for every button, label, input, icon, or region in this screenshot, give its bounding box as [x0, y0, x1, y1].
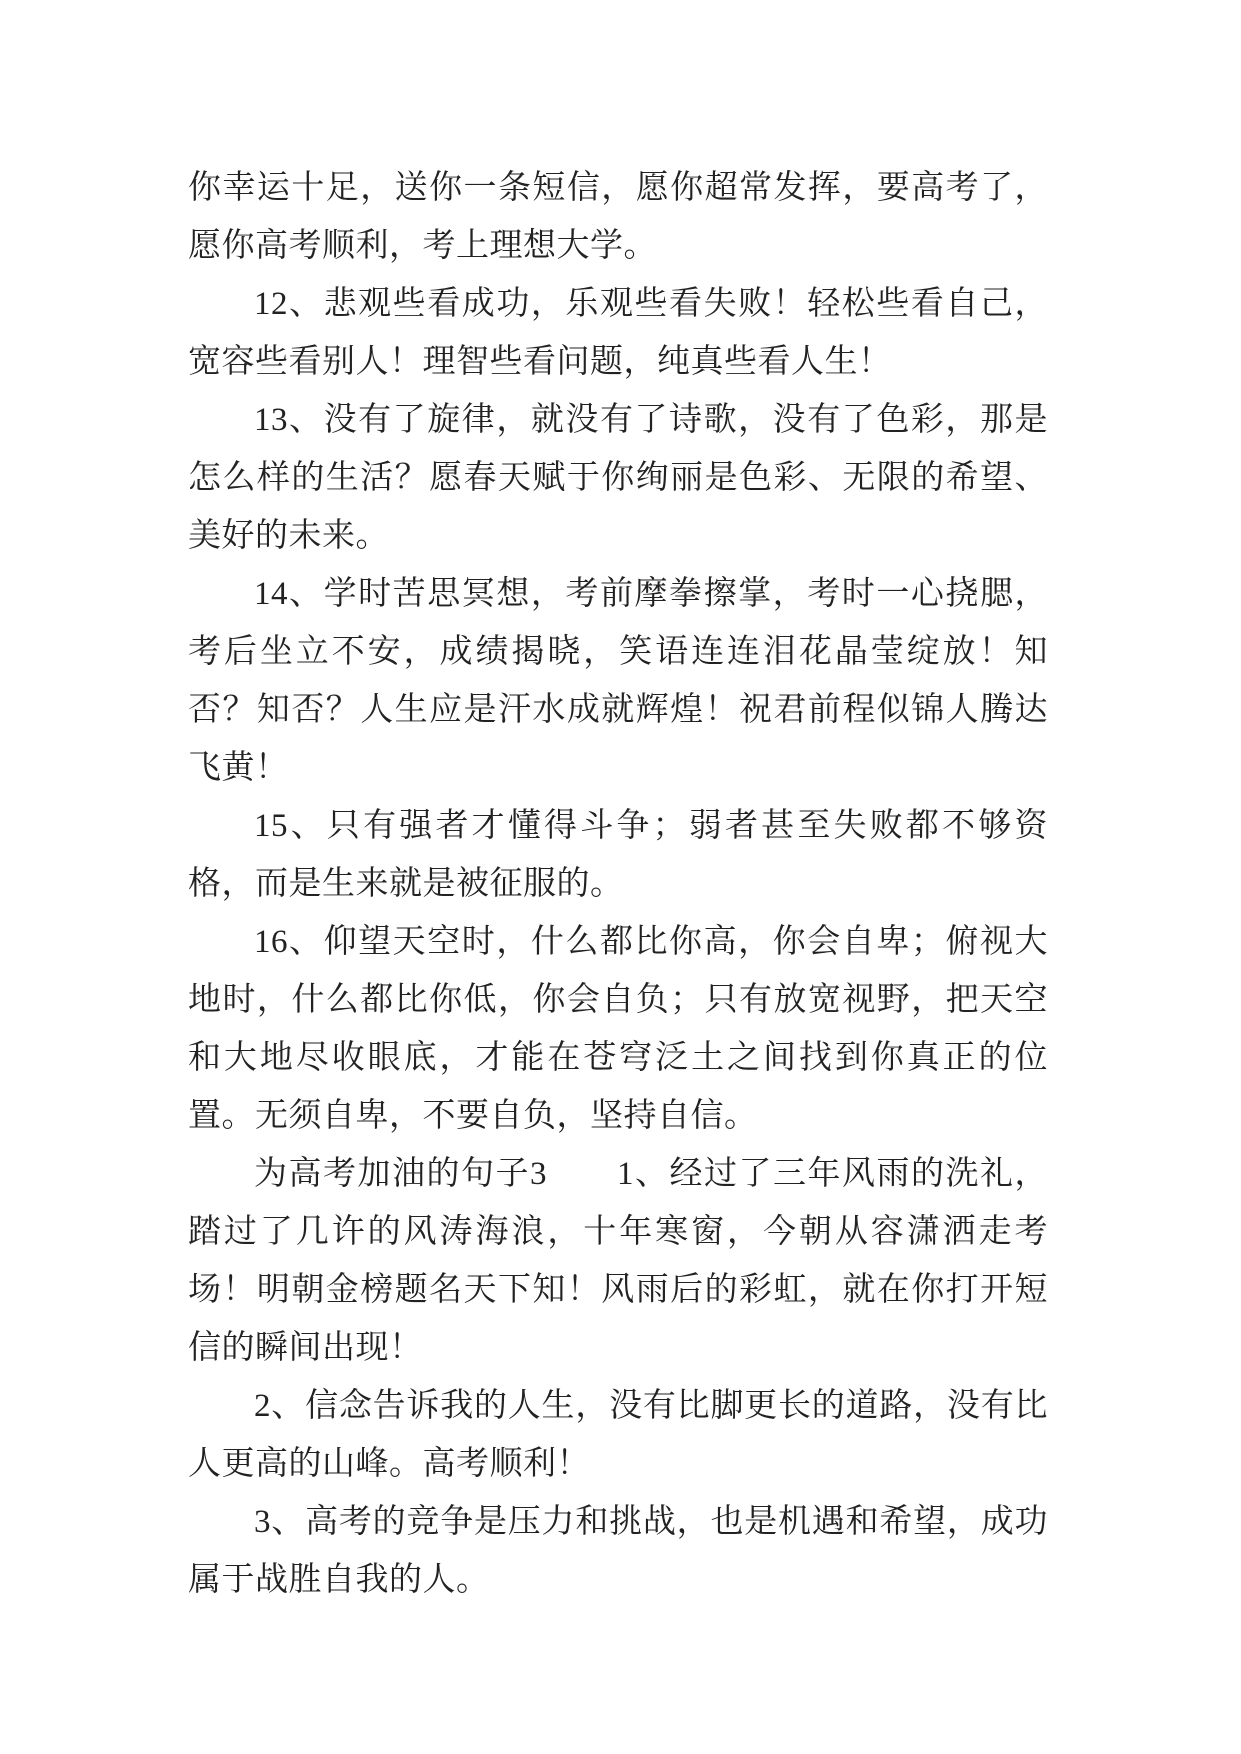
- paragraph-item-15: 15、只有强者才懂得斗争；弱者甚至失败都不够资格，而是生来就是被征服的。: [188, 808, 1048, 902]
- paragraph-continuation: 你幸运十足，送你一条短信，愿你超常发挥，要高考了，愿你高考顺利，考上理想大学。: [188, 170, 1048, 264]
- paragraph-item-13: 13、没有了旋律，就没有了诗歌，没有了色彩，那是怎么样的生活？愿春天赋于你绚丽是色彩、无限的希望、美好的未来。: [188, 402, 1048, 554]
- paragraph-item-14: 14、学时苦思冥想，考前摩拳擦掌，考时一心挠腮，考后坐立不安，成绩揭晓，笑语连连泪花晶莹绽放！知否？知否？人生应是汗水成就辉煌！祝君前程似锦人腾达飞黄！: [188, 576, 1048, 786]
- paragraph-item-16: 16、仰望天空时，什么都比你高，你会自卑；俯视大地时，什么都比你低，你会自负；只有放宽视野，把天空和大地尽收眼底，才能在苍穹泛土之间找到你真正的位置。无须自卑，不要自负，坚持自信。: [188, 924, 1048, 1134]
- paragraph-item-2: 2、信念告诉我的人生，没有比脚更长的道路，没有比人更高的山峰。高考顺利！: [188, 1388, 1048, 1482]
- paragraph-item-3: 3、高考的竞争是压力和挑战，也是机遇和希望，成功属于战胜自我的人。: [188, 1504, 1048, 1598]
- paragraph-item-12: 12、悲观些看成功，乐观些看失败！轻松些看自己，宽容些看别人！理智些看问题，纯真些看人生！: [188, 286, 1048, 380]
- paragraph-section3-heading-and-item-1: 为高考加油的句子3 1、经过了三年风雨的洗礼，踏过了几许的风涛海浪，十年寒窗，今朝从容潇洒走考场！明朝金榜题名天下知！风雨后的彩虹，就在你打开短信的瞬间出现！: [188, 1156, 1048, 1366]
